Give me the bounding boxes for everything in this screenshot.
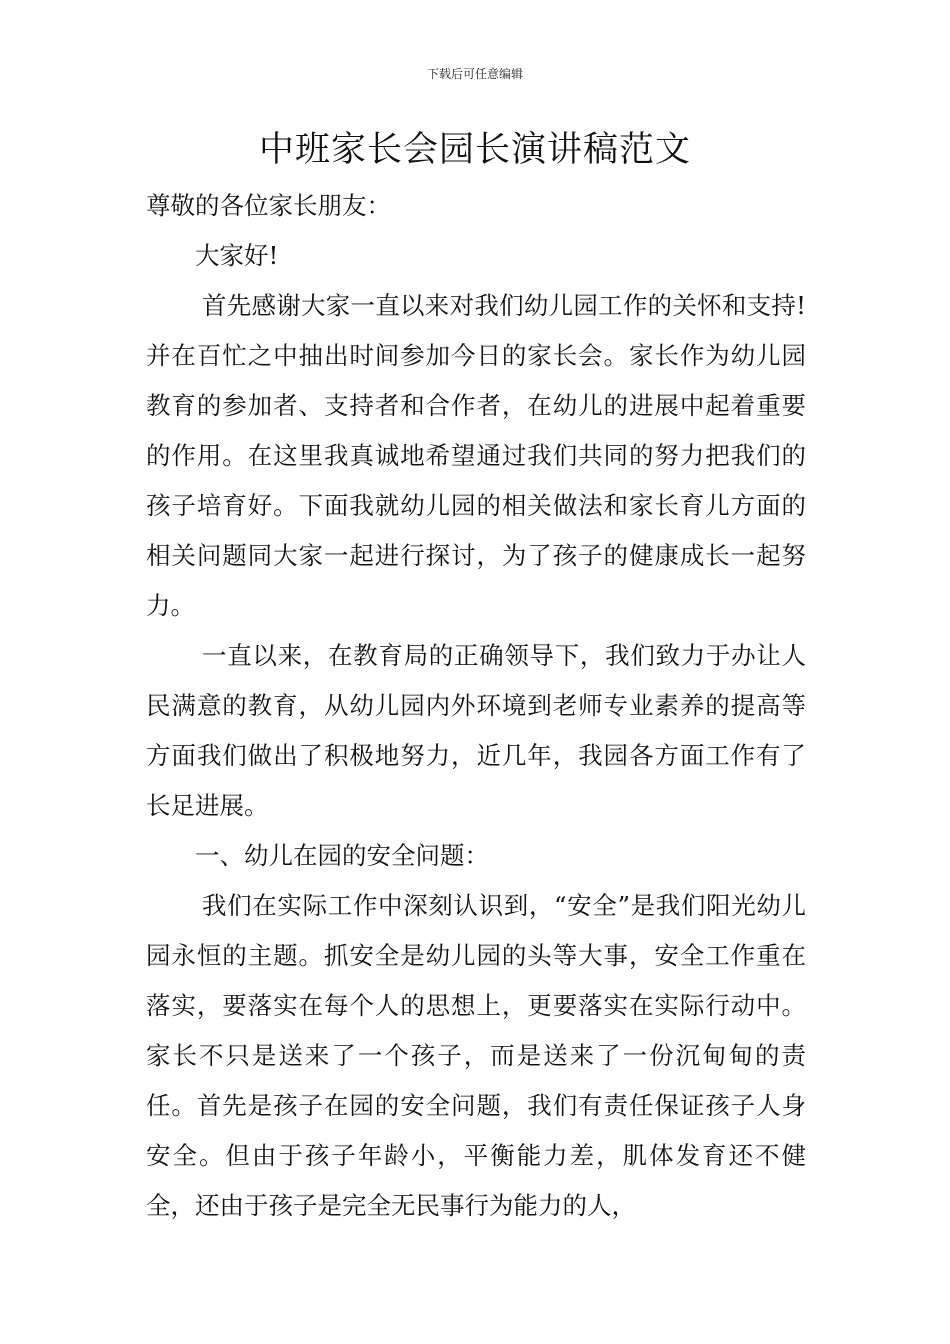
greeting: 大家好! <box>195 241 279 270</box>
document-body <box>146 181 806 1231</box>
section-heading: 一、幼儿在园的安全问题： <box>195 841 489 870</box>
paragraph-1: 首先感谢大家一直以来对我们幼儿园工作的关怀和支持!并在百忙之中抽出时间参加今日的家长会。家长作为幼儿园教育的参加者、支持者和合作者，在幼儿的进展中起着重要的作用。在这里我真诚地希望通过我们共同的努力把我们的孩子培育好。下面我就幼儿园的相关做法和家长育儿方面的相关问题同大家一起进行探讨，为了孩子的健康成长一起努力。 <box>146 291 806 620</box>
paragraph-2: 一直以来，在教育局的正确领导下，我们致力于办让人民满意的教育，从幼儿园内外环境到老师专业素养的提高等方面我们做出了积极地努力，近几年，我园各方面工作有了长足进展。 <box>146 641 806 820</box>
section-paragraph: 我们在实际工作中深刻认识到，“安全”是我们阳光幼儿园永恒的主题。抓安全是幼儿园的头等大事，安全工作重在落实，要落实在每个人的思想上，更要落实在实际行动中。家长不只是送来了一个孩子，而是送来了一份沉甸甸的责任。首先是孩子在园的安全问题，我们有责任保证孩子人身安全。但由于孩子年龄小，平衡能力差，肌体发育还不健全，还由于孩子是完全无民事行为能力的人， <box>146 891 806 1220</box>
document-title: 中班家长会园长演讲稿范文 <box>258 130 691 170</box>
salutation: 尊敬的各位家长朋友： <box>146 191 391 220</box>
header-note: 下载后可任意编辑 <box>426 67 523 81</box>
